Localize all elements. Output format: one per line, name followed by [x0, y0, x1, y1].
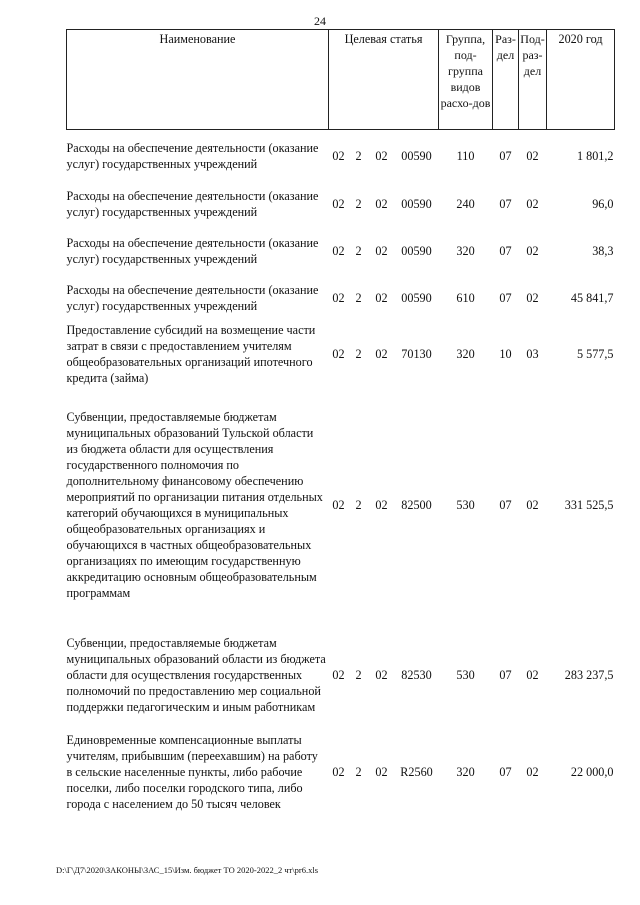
row-subsection: 03: [526, 347, 539, 361]
row-spacer-cell: [67, 130, 615, 141]
header-section: Раз-дел: [493, 30, 519, 130]
row-target-direction: 00590: [401, 291, 432, 305]
row-target-subprogram: 2: [355, 291, 362, 305]
row-spacer: [67, 715, 615, 732]
row-target-measure: 02: [375, 197, 388, 211]
row-name: Субвенции, предоставляемые бюджетам муниципальных образований Тульской области из бюджета области для осуществления государственного полномочия по дополнительному финансовому обеспечению мероприятий по организации питания отдельных категорий обучающихся в муниципальных общеобразовательных организациях и обучающихся в частных общеобразовательных организациях по имеющим государственную аккредитацию основным общеобразовательным программам: [66, 410, 323, 600]
table-row: [67, 235, 615, 267]
table-row: [67, 140, 615, 172]
row-section: 07: [499, 498, 512, 512]
row-name: Расходы на обеспечение деятельности (оказание услуг) государственных учреждений: [66, 236, 319, 266]
row-expense-group: 110: [456, 149, 475, 163]
row-target-direction: 82500: [401, 498, 432, 512]
row-expense-group: 240: [456, 197, 475, 211]
header-year-2020: 2020 год: [547, 30, 615, 130]
footer-file-path: D:\Г\Д7\2020\ЗАКОНЫ\ЗАС_15\Изм. бюджет ТО 2020-2022_2 чт\pr6.xls: [56, 865, 319, 875]
row-target-program: 02: [332, 347, 345, 361]
table-header-row: [67, 30, 615, 130]
row-spacer: [67, 130, 615, 141]
row-target-direction: R2560: [400, 765, 433, 779]
table-row: [67, 732, 615, 812]
row-target-direction: 00590: [401, 244, 432, 258]
budget-table: [66, 29, 615, 812]
row-target-subprogram: 2: [355, 765, 362, 779]
row-spacer: [67, 220, 615, 235]
row-target-subprogram: 2: [355, 244, 362, 258]
row-section: 07: [499, 149, 512, 163]
row-expense-group: 610: [456, 291, 475, 305]
row-expense-group: 320: [456, 347, 475, 361]
row-amount: 96,0: [592, 197, 614, 211]
header-subsection: Под-раз-дел: [519, 30, 547, 130]
row-amount: 5 577,5: [576, 347, 614, 361]
row-section: 07: [499, 244, 512, 258]
row-expense-group: 530: [456, 668, 475, 682]
header-target-article: Целевая статья: [329, 30, 439, 130]
row-spacer-cell: [67, 220, 615, 235]
row-target-program: 02: [332, 197, 345, 211]
header-expense-group: Группа, под-группа видов расхо-дов: [439, 30, 493, 130]
row-amount: 22 000,0: [570, 765, 614, 779]
row-spacer-cell: [67, 601, 615, 635]
row-target-subprogram: 2: [355, 668, 362, 682]
row-name: Единовременные компенсационные выплаты учителям, прибывшим (переехавшим) на работу в сельские населенные пункты, либо рабочие поселки, либо поселки городского типа, либо города с населением до 50 тысяч человек: [66, 733, 318, 811]
row-subsection: 02: [526, 244, 539, 258]
row-spacer-cell: [67, 386, 615, 409]
row-spacer-cell: [67, 314, 615, 322]
row-name: Расходы на обеспечение деятельности (оказание услуг) государственных учреждений: [66, 141, 319, 171]
row-subsection: 02: [526, 197, 539, 211]
row-name: Расходы на обеспечение деятельности (оказание услуг) государственных учреждений: [66, 189, 319, 219]
row-subsection: 02: [526, 149, 539, 163]
table-row: [67, 409, 615, 601]
row-amount: 331 525,5: [564, 498, 614, 512]
row-target-measure: 02: [375, 668, 388, 682]
table-row: [67, 188, 615, 220]
table-row: [67, 322, 615, 386]
row-target-program: 02: [332, 149, 345, 163]
row-spacer: [67, 601, 615, 635]
row-spacer: [67, 172, 615, 188]
row-target-direction: 70130: [401, 347, 432, 361]
row-target-measure: 02: [375, 765, 388, 779]
row-spacer-cell: [67, 172, 615, 188]
row-name: Субвенции, предоставляемые бюджетам муниципальных образований области из бюджета области для осуществления государственных полномочий по предоставлению мер социальной поддержки педагогическим и иным работникам: [66, 636, 326, 714]
page-number: 24: [314, 14, 326, 28]
row-target-program: 02: [332, 668, 345, 682]
row-section: 07: [499, 197, 512, 211]
row-target-subprogram: 2: [355, 347, 362, 361]
row-expense-group: 320: [456, 765, 475, 779]
row-target-direction: 00590: [401, 197, 432, 211]
row-subsection: 02: [526, 291, 539, 305]
row-spacer: [67, 314, 615, 322]
table-row: [67, 635, 615, 715]
row-expense-group: 530: [456, 498, 475, 512]
row-name: Расходы на обеспечение деятельности (оказание услуг) государственных учреждений: [66, 283, 319, 313]
row-spacer-cell: [67, 715, 615, 732]
row-spacer: [67, 386, 615, 409]
table-body: [67, 130, 615, 813]
row-target-subprogram: 2: [355, 149, 362, 163]
row-target-program: 02: [332, 765, 345, 779]
row-subsection: 02: [526, 668, 539, 682]
row-name: Предоставление субсидий на возмещение части затрат в связи с предоставлением учителям общеобразовательных организаций ипотечного кредита (займа): [66, 323, 316, 385]
row-amount: 283 237,5: [564, 668, 614, 682]
row-section: 07: [499, 765, 512, 779]
row-section: 07: [499, 668, 512, 682]
row-target-subprogram: 2: [355, 197, 362, 211]
row-spacer-cell: [67, 267, 615, 282]
row-target-measure: 02: [375, 347, 388, 361]
row-target-direction: 82530: [401, 668, 432, 682]
row-subsection: 02: [526, 498, 539, 512]
row-expense-group: 320: [456, 244, 475, 258]
row-target-subprogram: 2: [355, 498, 362, 512]
row-target-measure: 02: [375, 498, 388, 512]
row-target-program: 02: [332, 244, 345, 258]
row-spacer: [67, 267, 615, 282]
row-amount: 45 841,7: [570, 291, 614, 305]
row-section: 10: [499, 347, 512, 361]
row-target-direction: 00590: [401, 149, 432, 163]
row-target-program: 02: [332, 291, 345, 305]
row-section: 07: [499, 291, 512, 305]
header-name: Наименование: [67, 30, 329, 130]
row-target-program: 02: [332, 498, 345, 512]
row-target-measure: 02: [375, 149, 388, 163]
table-row: [67, 282, 615, 314]
row-target-measure: 02: [375, 244, 388, 258]
row-amount: 38,3: [592, 244, 614, 258]
row-target-measure: 02: [375, 291, 388, 305]
row-subsection: 02: [526, 765, 539, 779]
row-amount: 1 801,2: [576, 149, 614, 163]
